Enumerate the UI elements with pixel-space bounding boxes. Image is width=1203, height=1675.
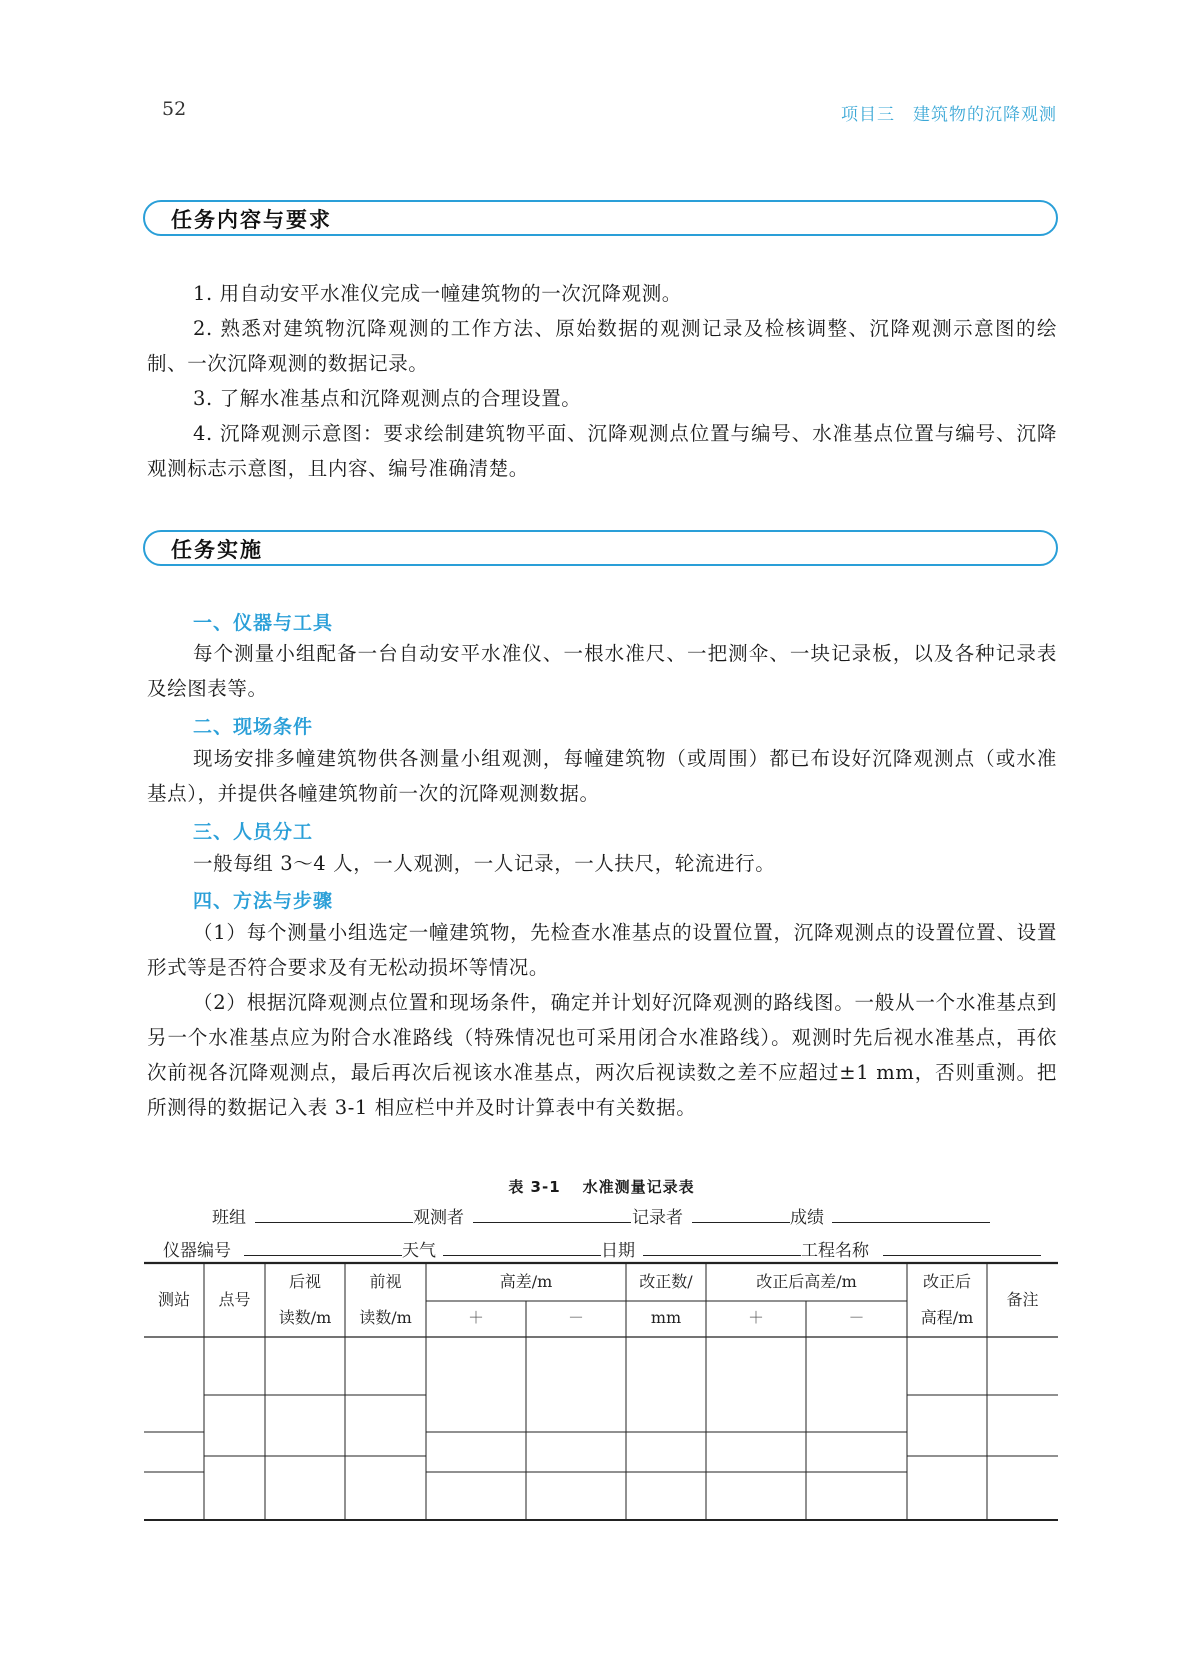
page-number: 52 bbox=[162, 98, 187, 120]
subheading-instruments: 一、仪器与工具 bbox=[193, 612, 334, 634]
col-header-correction-line2: mm bbox=[650, 1308, 682, 1327]
paragraph-site-conditions: 现场安排多幢建筑物供各测量小组观测，每幢建筑物（或周围）都已布设好沉降观测点（或水准基点），并提供各幢建筑物前一次的沉降观测数据。 bbox=[147, 747, 1057, 805]
table-caption-number: 表 3-1 bbox=[508, 1178, 561, 1196]
paragraph-staffing: 一般每组 3～4 人，一人观测，一人记录，一人扶尺，轮流进行。 bbox=[193, 852, 776, 875]
requirement-item-2: 2. 熟悉对建筑物沉降观测的工作方法、原始数据的观测记录及检核调整、沉降观测示意图的绘制、一次沉降观测的数据记录。 bbox=[147, 317, 1057, 375]
col-header-height-diff: 高差/m bbox=[499, 1272, 553, 1291]
col-header-point: 点号 bbox=[218, 1290, 251, 1309]
field-label-score: 成绩 bbox=[790, 1208, 824, 1228]
subheading-staffing: 三、人员分工 bbox=[193, 821, 314, 843]
table-caption-title: 水准测量记录表 bbox=[582, 1178, 695, 1196]
requirement-item-4: 4. 沉降观测示意图：要求绘制建筑物平面、沉降观测点位置与编号、水准基点位置与编号、沉降观测标志示意图，且内容、编号准确清楚。 bbox=[147, 422, 1057, 480]
running-head: 项目三 建筑物的沉降观测 bbox=[841, 105, 1057, 125]
paragraph-instruments: 每个测量小组配备一台自动安平水准仪、一根水准尺、一把测伞、一块记录板，以及各种记录表及绘图表等。 bbox=[147, 642, 1057, 700]
col-header-corrected-diff: 改正后高差/m bbox=[756, 1272, 857, 1291]
field-label-recorder: 记录者 bbox=[632, 1208, 683, 1228]
col-header-corrected-elev-line1: 改正后 bbox=[922, 1272, 971, 1291]
field-label-weather: 天气 bbox=[402, 1241, 436, 1261]
section-title: 任务内容与要求 bbox=[171, 208, 332, 232]
field-label-date: 日期 bbox=[601, 1241, 635, 1261]
field-label-instrument-no: 仪器编号 bbox=[163, 1241, 231, 1261]
col-header-remarks: 备注 bbox=[1006, 1290, 1039, 1309]
subheading-site-conditions: 二、现场条件 bbox=[193, 716, 314, 738]
field-label-observer: 观测者 bbox=[413, 1208, 464, 1228]
col-header-backsight-line2: 读数/m bbox=[278, 1308, 332, 1327]
col-header-corrected-elev-line2: 高程/m bbox=[920, 1308, 974, 1327]
section-title: 任务实施 bbox=[171, 538, 263, 562]
col-header-height-diff-minus: － bbox=[567, 1308, 584, 1327]
requirement-item-1: 1. 用自动安平水准仪完成一幢建筑物的一次沉降观测。 bbox=[193, 282, 682, 305]
col-header-height-diff-plus: ＋ bbox=[467, 1308, 484, 1327]
col-header-foresight-line1: 前视 bbox=[369, 1272, 402, 1291]
col-header-foresight-line2: 读数/m bbox=[359, 1308, 412, 1327]
col-header-station: 测站 bbox=[157, 1290, 190, 1309]
col-header-backsight-line1: 后视 bbox=[288, 1272, 321, 1291]
col-header-corrected-diff-minus: － bbox=[848, 1308, 865, 1327]
field-label-project-name: 工程名称 bbox=[801, 1241, 869, 1261]
col-header-correction-line1: 改正数/ bbox=[639, 1272, 693, 1291]
paragraph-method-step-2: （2）根据沉降观测点位置和现场条件，确定并计划好沉降观测的路线图。一般从一个水准基点到另一个水准基点应为附合水准路线（特殊情况也可采用闭合水准路线）。观测时先后视水准基点，再依次前视各沉降观测点，最后再次后视该水准基点，两次后视读数之差不应超过±1 mm，否则重测。把所测得的数据记入表 3-1 相应栏中并及时计算表中有关数据。 bbox=[147, 991, 1057, 1119]
paragraph-method-step-1: （1）每个测量小组选定一幢建筑物，先检查水准基点的设置位置，沉降观测点的设置位置、设置形式等是否符合要求及有无松动损坏等情况。 bbox=[147, 921, 1057, 979]
subheading-methods: 四、方法与步骤 bbox=[193, 890, 334, 912]
col-header-corrected-diff-plus: ＋ bbox=[747, 1308, 764, 1327]
field-label-group: 班组 bbox=[212, 1208, 246, 1228]
requirement-item-3: 3. 了解水准基点和沉降观测点的合理设置。 bbox=[193, 387, 582, 410]
